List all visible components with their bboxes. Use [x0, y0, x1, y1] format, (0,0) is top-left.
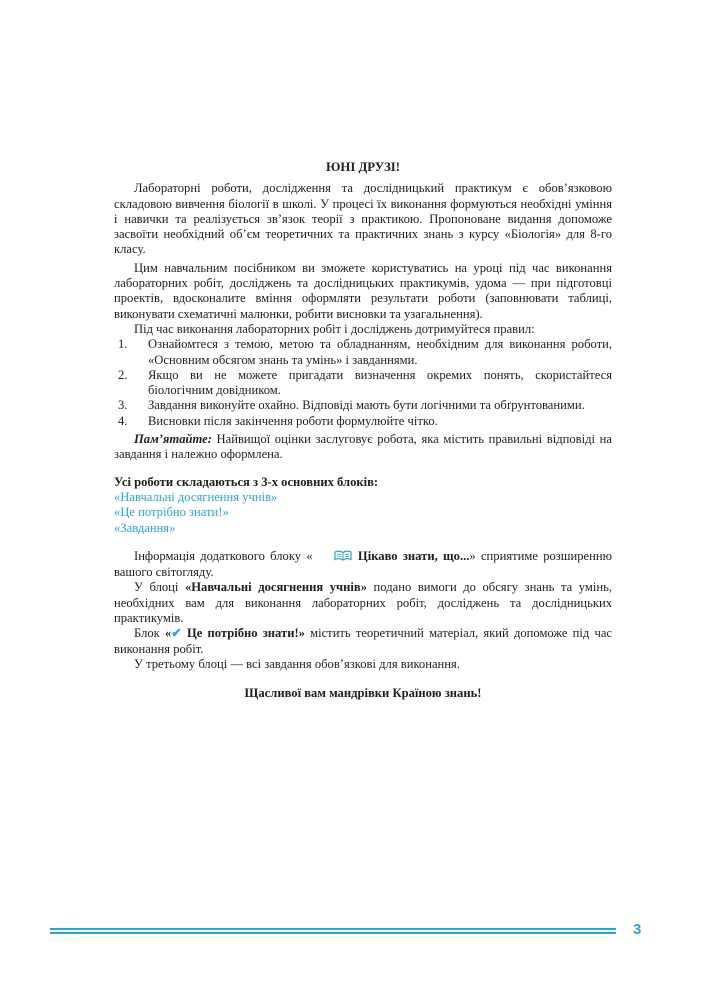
footer-rule-bottom [50, 932, 616, 934]
info-text: Інформація додаткового блоку « [134, 548, 313, 563]
info-paragraph-3 [114, 626, 612, 657]
list-item-text: Завдання виконуйте охайно. Відповіді мають бути логічними та обґрунтованими. [148, 398, 585, 413]
footer-rule [50, 928, 616, 938]
block-item-achievements: «Навчальні досягнення учнів» [114, 489, 278, 504]
page-content [114, 160, 612, 714]
info-paragraph-2 [114, 580, 612, 626]
list-item-number: 1. [118, 337, 128, 352]
memo-lead: Пам’ятайте: [134, 432, 212, 447]
list-item-number: 2. [118, 367, 128, 382]
rules-intro: Під час виконання лабораторних робіт і досліджень дотримуйтеся правил: [134, 321, 535, 336]
info-block-name: Це потрібно знати!» [181, 626, 305, 641]
block-item-need-to-know: «Це потрібно знати!» [114, 505, 229, 520]
info-paragraph-4: У третьому блоці — всі завдання обов’язкові для виконання. [134, 656, 460, 671]
list-item [114, 414, 612, 429]
page-number: 3 [633, 921, 642, 938]
closing-line: Щасливої вам мандрівки Країною знань! [244, 686, 482, 701]
info-text: подано вимоги до обсягу знань та умінь, необхідних вам для виконання лабораторних робіт, досліджень та дослідницьких практикумів. [114, 580, 612, 626]
list-item-number: 3. [118, 398, 128, 413]
list-item-text: Ознайомтеся з темою, метою та обладнанням, необхідним для виконання роботи, «Основним обсягом знань та умінь» і завданнями. [148, 337, 612, 367]
info-paragraph-1 [114, 549, 612, 581]
memo-text: Найвищої оцінки заслуговує робота, яка містить правильні відповіді на завдання і належно оформлена. [114, 432, 612, 462]
rules-list [114, 337, 612, 429]
page-title: ЮНІ ДРУЗІ! [325, 160, 401, 174]
check-icon: ✔ [171, 626, 182, 641]
list-item-text: Висновки після закінчення роботи формулюйте чітко. [148, 413, 438, 428]
list-item-text: Якщо ви не можете пригадати визначення окремих понять, скористайтеся біологічним довідником. [148, 367, 612, 398]
blocks-heading: Усі роботи складаються з 3-х основних блоків: [114, 474, 379, 489]
memo-paragraph [114, 432, 612, 463]
list-item [114, 337, 612, 368]
info-text: містить теоретичний матеріал, який допоможе під час виконання робіт. [114, 626, 612, 656]
info-block-name: «Навчальні досягнення учнів» [184, 580, 367, 595]
footer-rule-top [50, 928, 616, 930]
intro-paragraph-2: Цим навчальним посібником ви зможете користуватись на уроці під час виконання лабораторних робіт, досліджень та дослідницьких практикумів, удома — при підготовці проектів, вдосконалите вміння оформляти результати роботи (заповнювати таблиці, виконувати схематичні малюнки, робити висновки та узагальнення). [114, 260, 612, 321]
list-item-number: 4. [118, 413, 128, 428]
intro-paragraph-1: Лабораторні роботи, дослідження та дослідницький практикум є обов’язковою складовою вивчення біології в школі. У процесі їх виконання формуються необхідні уміння і навички та реалізується зв’язок теорії з практикою. Пропоноване видання допоможе засвоїти необхідний об’єм теоретичних та практичних знань з курсу «Біологія» для 8-го класу. [114, 181, 612, 257]
list-item [114, 368, 612, 399]
open-book-icon [314, 550, 352, 565]
info-text: » сприятиме розширенню вашого світогляду. [114, 548, 612, 580]
info-quote: « [164, 626, 172, 641]
info-text: Блок [134, 626, 165, 641]
blocks-section [114, 475, 612, 536]
list-item [114, 398, 612, 413]
info-text: У блоці [134, 580, 185, 595]
info-block-name: Цікаво знати, що... [352, 548, 470, 563]
block-item-tasks: «Завдання» [114, 520, 176, 535]
